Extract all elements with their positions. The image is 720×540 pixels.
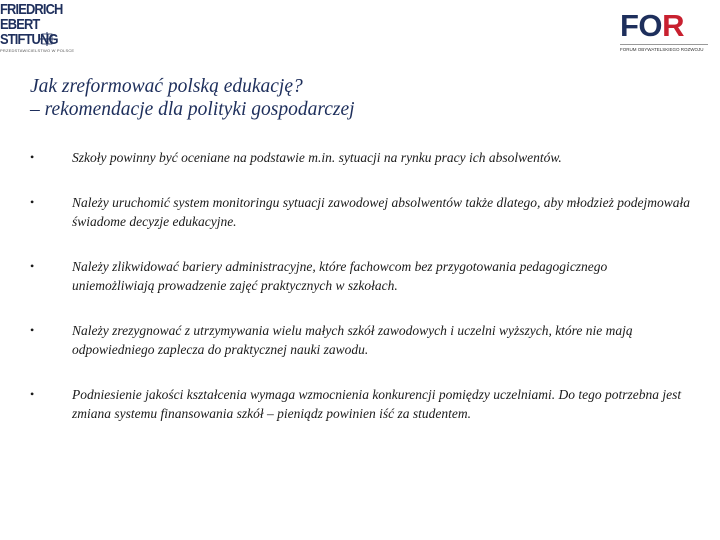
fes-emblem-icon	[40, 32, 54, 46]
title-line-1: Jak zreformować polską edukację?	[30, 76, 303, 97]
list-item-text: Należy zlikwidować bariery administracyjne, które fachowcom bez przygotowania pedagogicznego uniemożliwiają prowadzenie zajęć praktycznych w szkołach.	[72, 259, 608, 293]
list-item-text: Podniesienie jakości kształcenia wymaga wzmocnienia konkurencji pomiędzy uczelniami. Do tego potrzebna jest zmiana systemu finansowania szkół – pieniądz powinien iść za studentem.	[72, 387, 682, 421]
bullet-marker: •	[30, 323, 35, 337]
bullet-marker: •	[30, 150, 35, 164]
list-item-text: Szkoły powinny być oceniane na podstawie m.in. sytuacji na rynku pracy ich absolwentów.	[72, 150, 562, 165]
title-line-2: – rekomendacje dla polityki gospodarczej	[30, 99, 355, 120]
for-brand-text	[620, 10, 712, 42]
logo-tagline: PRZEDSTAWICIELSTWO W POLSCE	[0, 48, 75, 53]
list-item	[30, 148, 690, 167]
for-logo	[620, 10, 712, 58]
bullet-marker: •	[30, 259, 35, 273]
list-item	[30, 257, 690, 295]
list-item-text: Należy uruchomić system monitoringu sytuacji zawodowej absolwentów także dlatego, aby młodzież podejmowała świadome decyzje edukacyjne.	[72, 195, 690, 229]
logo-line-ebert: EBERT	[0, 16, 40, 33]
logo-line-friedrich: FRIEDRICH	[0, 1, 63, 18]
list-item-text: Należy zrezygnować z utrzymywania wielu małych szkół zawodowych i uczelni wyższych, które nie mają odpowiedniego zaplecza do praktycznej nauki zawodu.	[72, 323, 633, 357]
slide-title	[30, 75, 670, 121]
for-subtitle: FORUM OBYWATELSKIEGO ROZWOJU	[620, 44, 708, 52]
for-brand-fo: FO	[620, 8, 663, 43]
recommendations-list	[30, 148, 690, 449]
bullet-marker: •	[30, 195, 35, 209]
bullet-marker: •	[30, 387, 35, 401]
list-item	[30, 321, 690, 359]
logo-line-stiftung: STIFTUNG	[0, 31, 58, 48]
list-item	[30, 385, 690, 423]
for-brand-r: R	[662, 8, 684, 43]
list-item	[30, 193, 690, 231]
friedrich-ebert-stiftung-logo	[0, 2, 80, 53]
